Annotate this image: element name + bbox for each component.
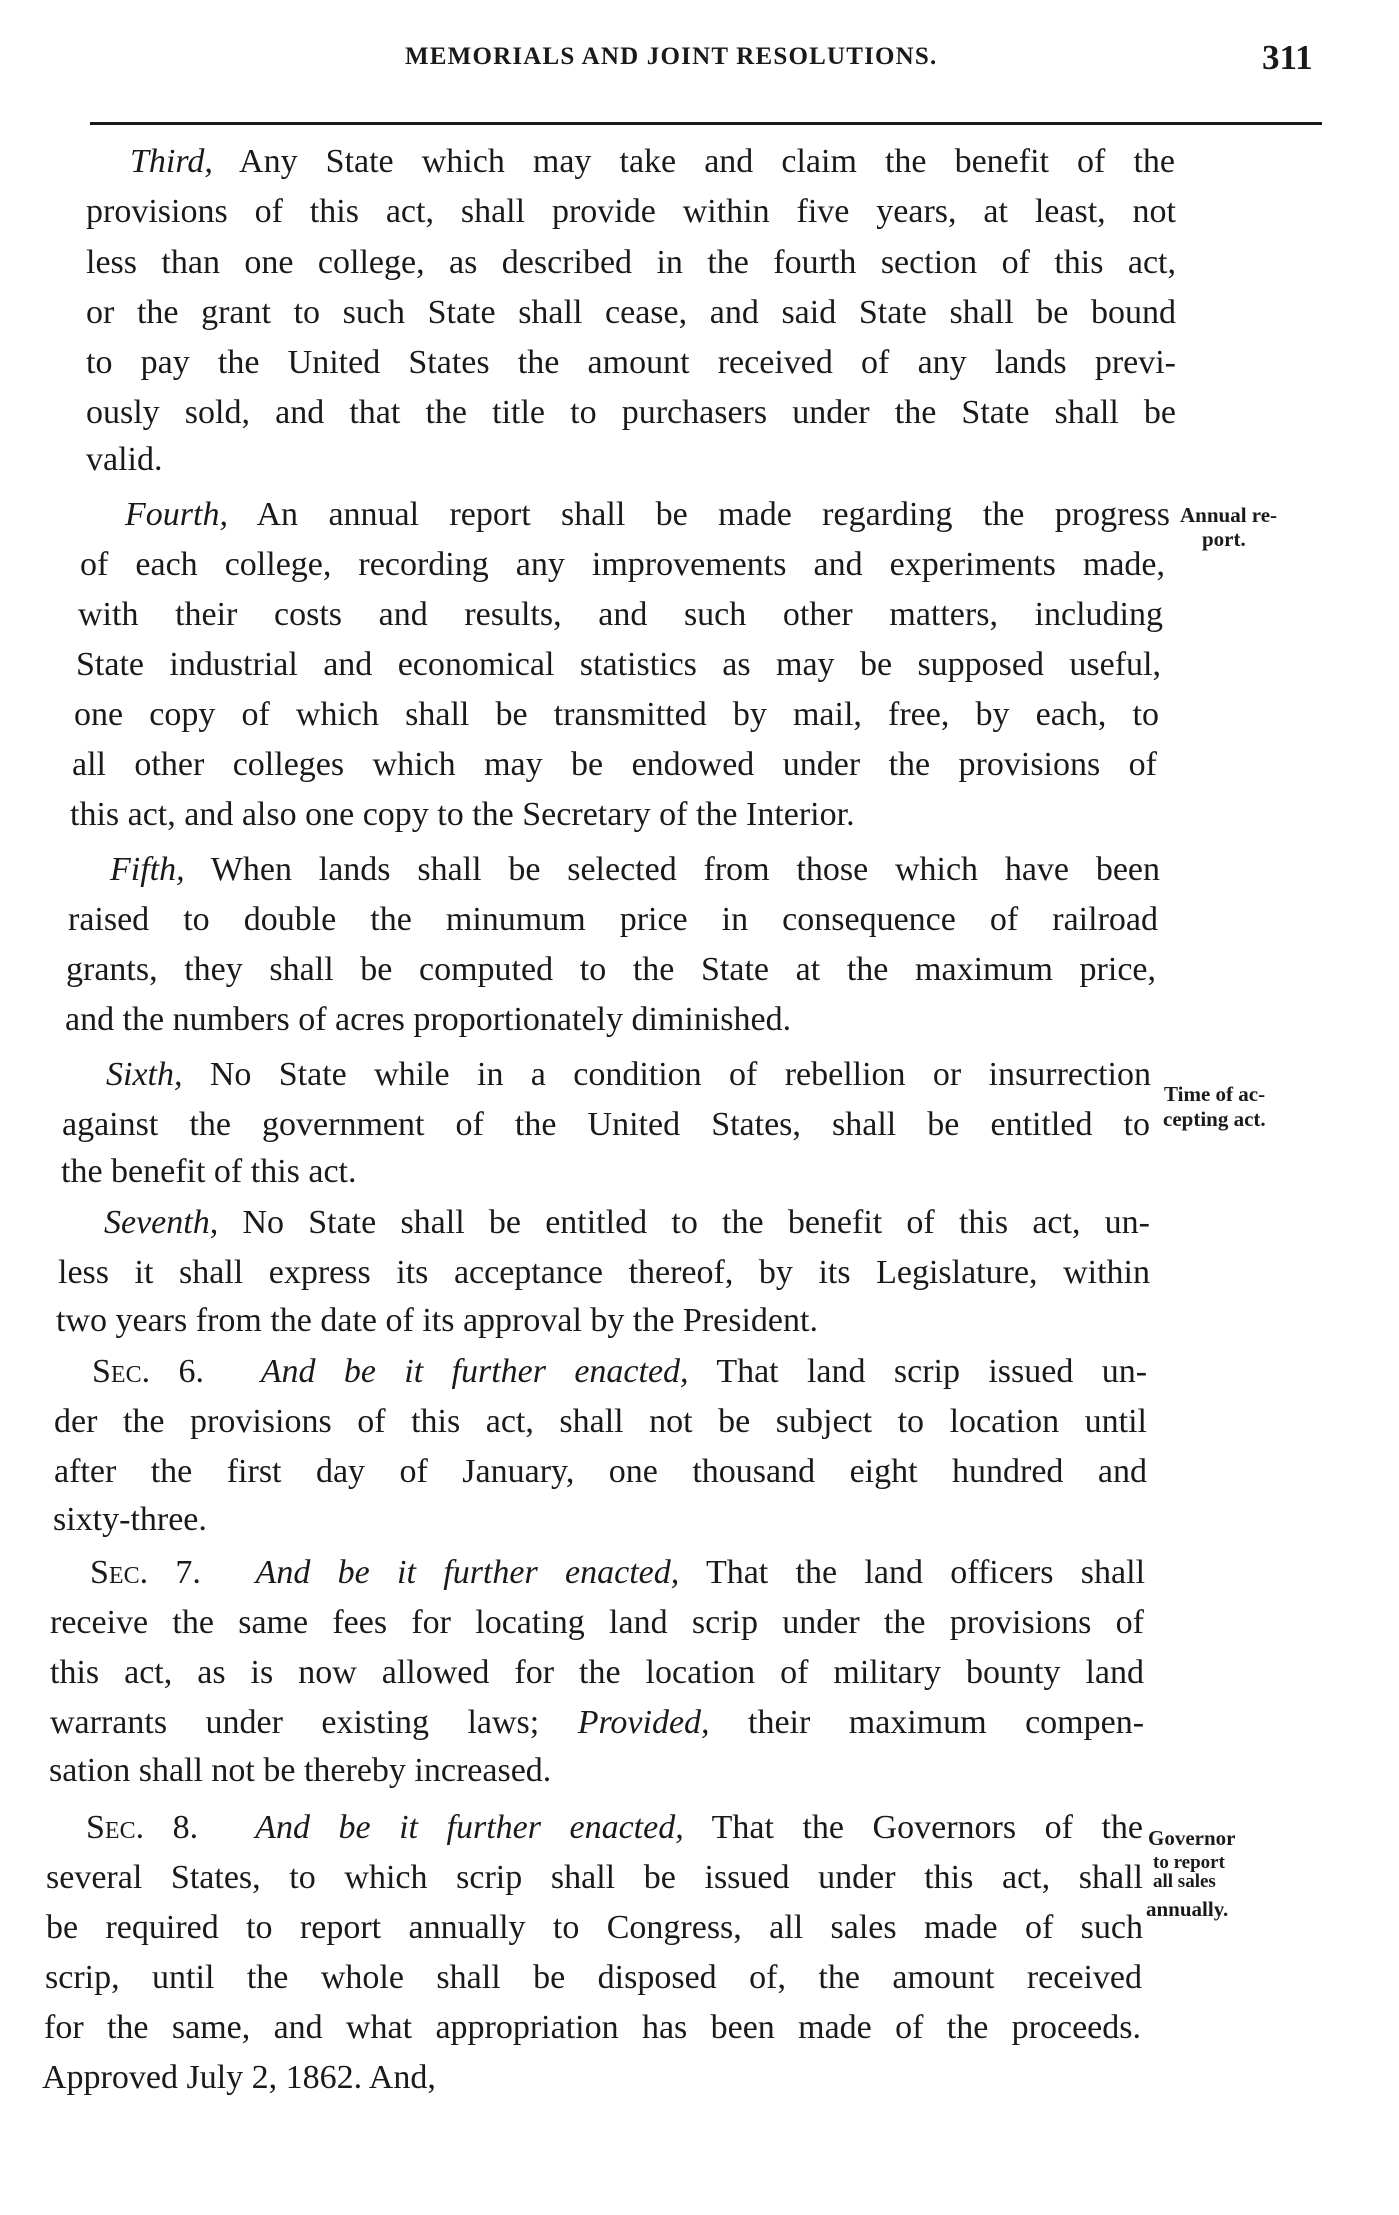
text-line: provisions of this act, shall provide within five years, at least, not	[86, 193, 1176, 230]
text-line: against the government of the United States, shall be entitled to	[62, 1106, 1150, 1143]
margin-note-line: to report	[1153, 1852, 1225, 1873]
text-line: der the provisions of this act, shall not be subject to location until	[54, 1403, 1147, 1440]
text-span: That the Governors of the	[711, 1809, 1143, 1846]
text-span: No State while in a condition of rebellion or insurrection	[209, 1056, 1151, 1093]
paragraph-label: Fourth,	[125, 496, 228, 533]
paragraph-label: Fifth,	[110, 851, 185, 888]
text-line: sixty-three.	[53, 1501, 207, 1538]
text-line: less than one college, as described in the fourth section of this act,	[86, 244, 1176, 281]
text-line: one copy of which shall be transmitted by mail, free, by each, to	[74, 696, 1159, 733]
enacting-clause: And be it further enacted,	[260, 1353, 689, 1390]
paragraph-label: Third,	[130, 143, 213, 180]
text-span: their maximum compen-	[748, 1704, 1145, 1741]
text-span: warrants under existing laws;	[50, 1704, 540, 1741]
margin-note-line: Annual re-	[1180, 503, 1278, 527]
text-line	[125, 495, 1170, 535]
margin-note-line: annually.	[1146, 1897, 1229, 1921]
text-line: scrip, until the whole shall be disposed of, the amount received	[45, 1959, 1142, 1996]
text-span: Any State which may take and claim the benefit of the	[239, 143, 1175, 180]
text-line: to pay the United States the amount received of any lands previ-	[86, 344, 1176, 381]
enacting-clause: And be it further enacted,	[255, 1554, 680, 1591]
text-line: valid.	[86, 441, 163, 478]
text-line	[104, 1203, 1150, 1243]
text-span: That land scrip issued un-	[716, 1353, 1148, 1390]
text-line: the benefit of this act.	[61, 1153, 357, 1190]
section-label: Sec. 8.	[86, 1809, 199, 1846]
margin-note-line: all sales	[1153, 1871, 1216, 1892]
text-line: ously sold, and that the title to purchasers under the State shall be	[86, 394, 1176, 431]
text-line: sation shall not be thereby increased.	[49, 1752, 552, 1789]
text-line: be required to report annually to Congress, all sales made of such	[46, 1909, 1143, 1946]
approval-line: Approved July 2, 1862. And,	[42, 2059, 436, 2096]
text-line	[90, 1553, 1145, 1593]
text-span: No State shall be entitled to the benefit of this act, un-	[242, 1204, 1151, 1241]
text-line: receive the same fees for locating land scrip under the provisions of	[50, 1604, 1144, 1641]
paragraph-label: Sixth,	[106, 1056, 183, 1093]
page-number: 311	[1262, 38, 1313, 77]
text-line: State industrial and economical statistics as may be supposed useful,	[76, 646, 1161, 683]
section-label: Sec. 6.	[92, 1353, 204, 1390]
margin-note-line: cepting act.	[1163, 1107, 1266, 1131]
text-line: less it shall express its acceptance thereof, by its Legislature, within	[58, 1254, 1150, 1291]
text-line: all other colleges which may be endowed under the provisions of	[72, 746, 1157, 783]
text-line: after the first day of January, one thousand eight hundred and	[54, 1453, 1147, 1490]
text-line	[130, 142, 1175, 182]
running-title: MEMORIALS AND JOINT RESOLUTIONS.	[405, 43, 938, 70]
text-line: this act, and also one copy to the Secretary of the Interior.	[70, 796, 855, 833]
text-line: two years from the date of its approval by the President.	[56, 1302, 818, 1339]
text-line	[86, 1808, 1143, 1848]
provided-italic: Provided,	[577, 1704, 710, 1741]
margin-note-line: Governor	[1148, 1826, 1236, 1850]
text-line: grants, they shall be computed to the State at the maximum price,	[66, 951, 1156, 988]
text-line: several States, to which scrip shall be issued under this act, shall	[46, 1859, 1143, 1896]
text-line: or the grant to such State shall cease, and said State shall be bound	[86, 294, 1176, 331]
header-rule	[90, 122, 1322, 125]
text-span: When lands shall be selected from those which have been	[210, 851, 1160, 888]
text-line: for the same, and what appropriation has been made of the proceeds.	[44, 2009, 1141, 2046]
text-line: with their costs and results, and such other matters, including	[78, 596, 1163, 633]
text-span: That the land officers shall	[705, 1554, 1146, 1591]
margin-note-line: Time of ac-	[1164, 1082, 1266, 1106]
section-label: Sec. 7.	[90, 1554, 201, 1591]
margin-note-line: port.	[1202, 527, 1246, 551]
text-line	[92, 1352, 1147, 1392]
text-line	[50, 1703, 1144, 1743]
text-line: and the numbers of acres proportionately diminished.	[65, 1001, 792, 1038]
paragraph-label: Seventh,	[104, 1204, 219, 1241]
text-span: An annual report shall be made regarding the progress	[256, 496, 1170, 533]
text-line	[110, 850, 1160, 890]
text-line: this act, as is now allowed for the location of military bounty land	[50, 1654, 1144, 1691]
text-line: raised to double the minumum price in consequence of railroad	[68, 901, 1158, 938]
text-line: of each college, recording any improvements and experiments made,	[80, 546, 1165, 583]
text-line	[106, 1055, 1151, 1095]
enacting-clause: And be it further enacted,	[255, 1809, 684, 1846]
